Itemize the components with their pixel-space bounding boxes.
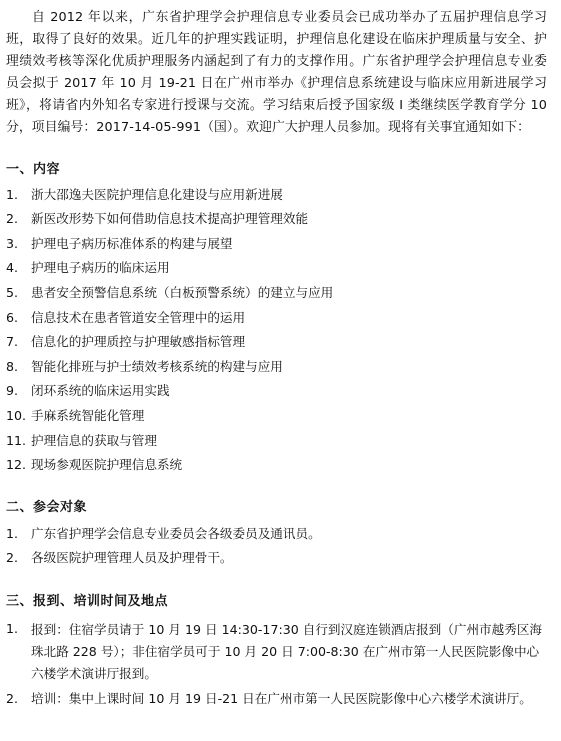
list-item: [6, 522, 547, 547]
item-text: 护理电子病历标准体系的构建与展望: [31, 235, 233, 251]
item-number: 8.: [6, 358, 19, 374]
list-item: [6, 256, 547, 281]
item-text: 培训：集中上课时间 10 月 19 日-21 日在广州市第一人民医院影像中心六楼学术演讲厅。: [31, 690, 532, 706]
item-number: 1.: [6, 186, 19, 202]
list-item: [6, 281, 547, 306]
item-number: 6.: [6, 309, 19, 325]
item-text: 手麻系统智能化管理: [31, 407, 145, 423]
item-number: 4.: [6, 260, 19, 276]
intro-paragraph: 自 2012 年以来，广东省护理学会护理信息专业委员会已成功举办了五届护理信息学习班，取得了良好的效果。近几年的护理实践证明，护理信息化建设在临床护理质量与安全、护理绩效考核等深化优质护理服务内涵起到了有力的支撑作用。广东省护理学会护理信息专业委员会拟于 2017 年 10 月 19-21 日在广州市举办《护理信息系统建设与临床应用新进展学习班》，将请省内外知名专家进行授课与交流。学习结束后授予国家级 I 类继续医学教育学分 10 分，项目编号：2017-14-05-991（国）。欢迎广大护理人员参加。现将有关事宜通知如下：: [6, 10, 547, 136]
list-item: [6, 687, 547, 712]
list-item: [6, 355, 547, 380]
list-item: [6, 453, 547, 478]
item-text: 广东省护理学会信息专业委员会各级委员及通讯员。: [31, 525, 321, 541]
registration-list: [6, 618, 547, 712]
section-attendees-title: 二、参会对象: [6, 499, 88, 515]
list-item: [6, 207, 547, 232]
section-registration-title: 三、报到、培训时间及地点: [6, 593, 169, 609]
item-text: 各级医院护理管理人员及护理骨干。: [31, 550, 233, 566]
item-text: 报到：住宿学员请于 10 月 19 日 14:30-17:30 自行到汉庭连锁酒店报到（广州市越秀区海珠北路 228 号）；非住宿学员可于 10 月 20 日 7:00-8:30 在广州市第一人民医院影像中心六楼学术演讲厅报到。: [31, 621, 543, 681]
item-number: 2.: [6, 550, 19, 566]
list-item: [6, 404, 547, 429]
item-text: 患者安全预警信息系统（白板预警系统）的建立与应用: [31, 284, 334, 300]
item-text: 新医改形势下如何借助信息技术提高护理管理效能: [31, 211, 309, 227]
item-number: 5.: [6, 284, 19, 300]
list-item: [6, 330, 547, 355]
item-number: 10.: [6, 407, 27, 423]
section-content-title: 一、内容: [6, 161, 61, 177]
item-number: 7.: [6, 334, 19, 350]
item-text: 智能化排班与护士绩效考核系统的构建与应用: [31, 358, 283, 374]
item-text: 闭环系统的临床运用实践: [31, 383, 170, 399]
list-item: [6, 306, 547, 331]
item-text: 信息技术在患者管道安全管理中的运用: [31, 309, 246, 325]
attendees-list: [6, 522, 547, 571]
item-text: 护理电子病历的临床运用: [31, 260, 170, 276]
item-text: 信息化的护理质控与护理敏感指标管理: [31, 334, 246, 350]
item-number: 12.: [6, 457, 27, 473]
item-number: 1.: [6, 620, 19, 636]
item-text: 浙大邵逸夫医院护理信息化建设与应用新进展: [31, 186, 283, 202]
list-item: [6, 232, 547, 257]
item-number: 1.: [6, 525, 19, 541]
item-number: 3.: [6, 235, 19, 251]
list-item: [6, 429, 547, 454]
list-item: [6, 618, 547, 687]
item-number: 2.: [6, 211, 19, 227]
item-number: 9.: [6, 383, 19, 399]
item-number: 2.: [6, 690, 19, 706]
item-text: 护理信息的获取与管理: [31, 432, 157, 448]
list-item: [6, 379, 547, 404]
content-list: [6, 183, 547, 478]
item-number: 11.: [6, 432, 27, 448]
list-item: [6, 183, 547, 208]
item-text: 现场参观医院护理信息系统: [31, 457, 183, 473]
list-item: [6, 546, 547, 571]
